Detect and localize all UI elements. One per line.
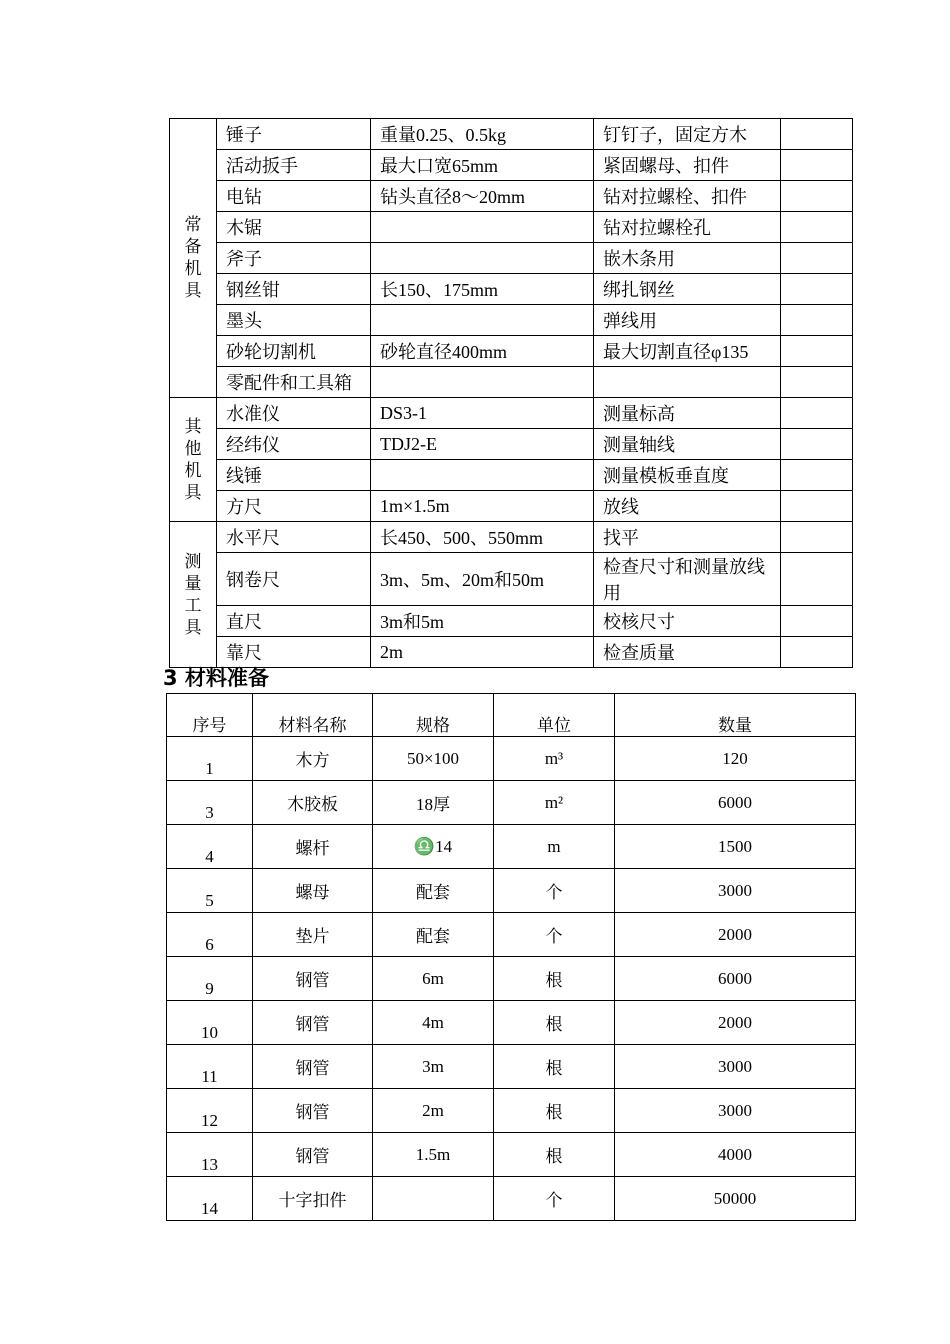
- material-spec: 4m: [373, 1001, 494, 1045]
- tool-purpose: 紧固螺母、扣件: [594, 150, 781, 181]
- tool-purpose: 校核尺寸: [594, 606, 781, 637]
- tool-name: 砂轮切割机: [217, 336, 371, 367]
- material-spec: 50×100: [373, 737, 494, 781]
- tool-spec: 砂轮直径400mm: [371, 336, 594, 367]
- tool-spec: 重量0.25、0.5kg: [371, 119, 594, 150]
- section-title: 3 材料准备: [163, 666, 269, 690]
- tool-purpose: 绑扎钢丝: [594, 274, 781, 305]
- materials-table: [166, 693, 856, 1221]
- tool-purpose: 测量轴线: [594, 429, 781, 460]
- material-quantity: 6000: [615, 957, 856, 1001]
- materials-header-row: [167, 694, 856, 737]
- tool-name: 线锤: [217, 460, 371, 491]
- material-unit: 根: [494, 957, 615, 1001]
- tool-purpose: 找平: [594, 522, 781, 553]
- tool-spec: [371, 305, 594, 336]
- material-unit: 根: [494, 1089, 615, 1133]
- tool-remark: [781, 119, 853, 150]
- tool-row: [170, 553, 853, 606]
- tool-spec: 3m和5m: [371, 606, 594, 637]
- tool-name: 水平尺: [217, 522, 371, 553]
- tool-remark: [781, 367, 853, 398]
- tool-row: [170, 606, 853, 637]
- material-quantity: 3000: [615, 1089, 856, 1133]
- tool-group-name: 常备机具: [184, 215, 202, 301]
- material-unit: 根: [494, 1001, 615, 1045]
- tool-purpose: 钻对拉螺栓、扣件: [594, 181, 781, 212]
- material-spec: 3m: [373, 1045, 494, 1089]
- tool-name: 直尺: [217, 606, 371, 637]
- material-name: 十字扣件: [253, 1177, 373, 1221]
- tool-spec: 2m: [371, 637, 594, 668]
- material-name: 钢管: [253, 1001, 373, 1045]
- header-spec: 规格: [373, 694, 494, 737]
- tool-purpose: 弹线用: [594, 305, 781, 336]
- material-index: 13: [167, 1133, 253, 1177]
- material-unit: m: [494, 825, 615, 869]
- tool-name: 斧子: [217, 243, 371, 274]
- tool-group-label: [170, 522, 217, 668]
- tool-remark: [781, 429, 853, 460]
- material-index: 3: [167, 781, 253, 825]
- material-spec: 配套: [373, 913, 494, 957]
- tool-spec: 长150、175mm: [371, 274, 594, 305]
- material-row: [167, 1133, 856, 1177]
- material-name: 螺杆: [253, 825, 373, 869]
- header-quantity: 数量: [615, 694, 856, 737]
- materials-table-body: [167, 737, 856, 1221]
- material-quantity: 3000: [615, 869, 856, 913]
- tool-purpose: 检查尺寸和测量放线用: [594, 553, 781, 606]
- tool-remark: [781, 150, 853, 181]
- material-index: 11: [167, 1045, 253, 1089]
- material-spec: ♎14: [373, 825, 494, 869]
- tool-remark: [781, 181, 853, 212]
- tool-name: 零配件和工具箱: [217, 367, 371, 398]
- tool-purpose: 最大切割直径φ135: [594, 336, 781, 367]
- material-index: 4: [167, 825, 253, 869]
- material-name: 木方: [253, 737, 373, 781]
- header-material-name: 材料名称: [253, 694, 373, 737]
- material-spec: 2m: [373, 1089, 494, 1133]
- material-unit: 个: [494, 913, 615, 957]
- material-quantity: 3000: [615, 1045, 856, 1089]
- material-unit: 个: [494, 869, 615, 913]
- tool-spec: 1m×1.5m: [371, 491, 594, 522]
- tool-row: [170, 274, 853, 305]
- tool-name: 钢丝钳: [217, 274, 371, 305]
- material-name: 螺母: [253, 869, 373, 913]
- material-name: 垫片: [253, 913, 373, 957]
- tool-spec: [371, 212, 594, 243]
- material-row: [167, 1089, 856, 1133]
- tool-group-label: [170, 398, 217, 522]
- tool-row: [170, 305, 853, 336]
- material-spec: 18厚: [373, 781, 494, 825]
- tool-remark: [781, 274, 853, 305]
- material-row: [167, 781, 856, 825]
- material-index: 9: [167, 957, 253, 1001]
- material-spec: 配套: [373, 869, 494, 913]
- material-unit: 根: [494, 1133, 615, 1177]
- tool-row: [170, 460, 853, 491]
- material-quantity: 120: [615, 737, 856, 781]
- material-index: 14: [167, 1177, 253, 1221]
- tool-purpose: 测量模板垂直度: [594, 460, 781, 491]
- tool-remark: [781, 553, 853, 606]
- materials-header: [167, 694, 856, 737]
- tool-remark: [781, 522, 853, 553]
- tool-spec: 长450、500、550mm: [371, 522, 594, 553]
- tool-remark: [781, 336, 853, 367]
- tool-name: 木锯: [217, 212, 371, 243]
- tool-row: [170, 367, 853, 398]
- material-unit: m²: [494, 781, 615, 825]
- tool-group-label: [170, 119, 217, 398]
- tool-name: 方尺: [217, 491, 371, 522]
- tool-name: 墨头: [217, 305, 371, 336]
- tool-row: [170, 212, 853, 243]
- tool-row: [170, 429, 853, 460]
- tool-row: [170, 398, 853, 429]
- material-quantity: 1500: [615, 825, 856, 869]
- tool-purpose: 放线: [594, 491, 781, 522]
- tool-remark: [781, 491, 853, 522]
- tool-spec: 钻头直径8～20mm: [371, 181, 594, 212]
- tools-table-body: [170, 119, 853, 668]
- material-row: [167, 957, 856, 1001]
- material-quantity: 4000: [615, 1133, 856, 1177]
- material-index: 12: [167, 1089, 253, 1133]
- tool-remark: [781, 606, 853, 637]
- tool-spec: [371, 460, 594, 491]
- tool-purpose: 嵌木条用: [594, 243, 781, 274]
- material-unit: m³: [494, 737, 615, 781]
- material-row: [167, 1001, 856, 1045]
- tool-name: 电钻: [217, 181, 371, 212]
- tool-name: 水准仪: [217, 398, 371, 429]
- tool-purpose: 测量标高: [594, 398, 781, 429]
- tool-remark: [781, 305, 853, 336]
- tool-row: [170, 491, 853, 522]
- material-row: [167, 1045, 856, 1089]
- material-name: 钢管: [253, 1045, 373, 1089]
- tool-purpose: 钉钉子，固定方木: [594, 119, 781, 150]
- tool-name: 锤子: [217, 119, 371, 150]
- tool-remark: [781, 460, 853, 491]
- material-quantity: 50000: [615, 1177, 856, 1221]
- material-quantity: 2000: [615, 1001, 856, 1045]
- material-name: 钢管: [253, 1133, 373, 1177]
- material-index: 10: [167, 1001, 253, 1045]
- tool-remark: [781, 398, 853, 429]
- tool-remark: [781, 243, 853, 274]
- tool-row: [170, 243, 853, 274]
- material-spec: 6m: [373, 957, 494, 1001]
- tool-row: [170, 637, 853, 668]
- material-row: [167, 737, 856, 781]
- header-unit: 单位: [494, 694, 615, 737]
- tool-row: [170, 150, 853, 181]
- tool-name: 钢卷尺: [217, 553, 371, 606]
- material-name: 钢管: [253, 1089, 373, 1133]
- material-quantity: 6000: [615, 781, 856, 825]
- tool-spec: [371, 243, 594, 274]
- tool-remark: [781, 212, 853, 243]
- tool-row: [170, 181, 853, 212]
- tool-remark: [781, 637, 853, 668]
- material-spec: [373, 1177, 494, 1221]
- tool-spec: TDJ2-E: [371, 429, 594, 460]
- tool-name: 活动扳手: [217, 150, 371, 181]
- tool-spec: [371, 367, 594, 398]
- material-name: 木胶板: [253, 781, 373, 825]
- tool-row: [170, 119, 853, 150]
- material-name: 钢管: [253, 957, 373, 1001]
- tool-spec: 最大口宽65mm: [371, 150, 594, 181]
- material-row: [167, 913, 856, 957]
- material-row: [167, 825, 856, 869]
- material-spec: 1.5m: [373, 1133, 494, 1177]
- tool-row: [170, 336, 853, 367]
- tool-name: 靠尺: [217, 637, 371, 668]
- material-unit: 根: [494, 1045, 615, 1089]
- material-index: 1: [167, 737, 253, 781]
- tool-row: [170, 522, 853, 553]
- tool-spec: 3m、5m、20m和50m: [371, 553, 594, 606]
- material-unit: 个: [494, 1177, 615, 1221]
- tool-group-name: 测量工具: [184, 551, 202, 638]
- tool-name: 经纬仪: [217, 429, 371, 460]
- material-index: 5: [167, 869, 253, 913]
- tool-group-name: 其他机具: [184, 416, 202, 503]
- tool-purpose: 钻对拉螺栓孔: [594, 212, 781, 243]
- material-quantity: 2000: [615, 913, 856, 957]
- material-index: 6: [167, 913, 253, 957]
- tools-table: [169, 118, 853, 668]
- material-row: [167, 1177, 856, 1221]
- material-row: [167, 869, 856, 913]
- header-index: 序号: [167, 694, 253, 737]
- tool-purpose: 检查质量: [594, 637, 781, 668]
- tool-purpose: [594, 367, 781, 398]
- tool-spec: DS3-1: [371, 398, 594, 429]
